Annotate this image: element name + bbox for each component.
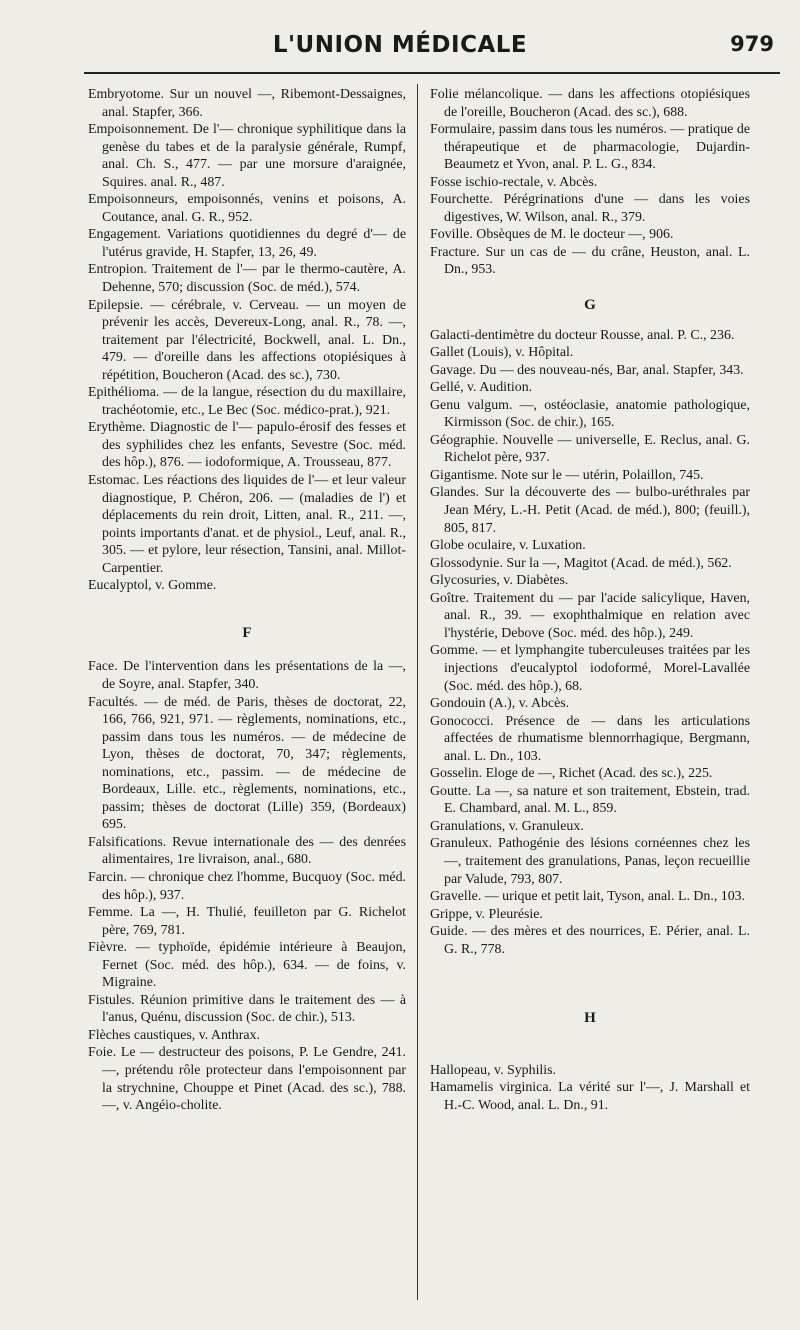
index-entry: Erythème. Diagnostic de l'— papulo-érosif des fesses et des syphilides chez les enfants, Sevestre (Soc. méd. des hôp.), 876. — iodoformique, A. Trousseau, 877.: [88, 420, 406, 471]
index-entry: Eucalyptol, v. Gomme.: [88, 578, 217, 594]
index-entry: Fistules. Réunion primitive dans le traitement des — à l'anus, Quénu, discussion (Soc. de chir.), 513.: [88, 992, 406, 1026]
index-entry: Empoisonnement. De l'— chronique syphilitique dans la genèse du tabes et de la paralysie générale, Rumpf, anal. Ch. S., 477. — par une morsure d'araignée, Squires. anal. R., 487.: [88, 122, 406, 190]
index-entry: Engagement. Variations quotidiennes du degré d'— de l'utérus gravide, H. Stapfer, 13, 26, 49.: [88, 227, 406, 260]
header-rule: [84, 72, 780, 74]
page-number: 979: [730, 32, 774, 56]
index-entry: Glossodynie. Sur la —, Magitot (Acad. de méd.), 562.: [430, 555, 732, 571]
index-entry: Granuleux. Pathogénie des lésions cornéennes chez les —, traitement des granulations, Panas, leçon recueillie par Valude, 793, 807.: [430, 836, 750, 887]
index-entry: Grippe, v. Pleurésie.: [430, 906, 543, 922]
index-entry: Gavage. Du — des nouveau-nés, Bar, anal. Stapfer, 343.: [430, 362, 744, 378]
index-entry: Glandes. Sur la découverte des — bulbo-uréthrales par Jean Méry, L.-H. Petit (Acad. de méd.), 800; (feuill.), 805, 817.: [430, 485, 750, 536]
index-entry: Hallopeau, v. Syphilis.: [430, 1062, 557, 1078]
index-entry: Facultés. — de méd. de Paris, thèses de doctorat, 22, 166, 766, 921, 971. — règlements, nominations, etc., passim dans tous les numéros. — de médecine de Lyon, thèses de doctorat, 70, 347; règlements, nominations, etc., passim. — de médecine de Bordeaux, Lille. etc., règlements, nominations, etc., passim; thèses de doctorat (Lille) 359, (Bordeaux) 695.: [88, 694, 406, 833]
left-column: [88, 86, 406, 1115]
index-entry: Glycosuries, v. Diabètes.: [430, 573, 569, 589]
journal-title: L'UNION MÉDICALE: [272, 32, 528, 58]
index-entry: Femme. La —, H. Thulié, feuilleton par G. Richelot père, 769, 781.: [88, 905, 406, 938]
index-entry: Gravelle. — urique et petit lait, Tyson, anal. L. Dn., 103.: [430, 889, 746, 905]
right-column: [430, 86, 750, 1114]
index-entry: Gallet (Louis), v. Hôpital.: [430, 345, 574, 361]
index-entry: Hamamelis virginica. La vérité sur l'—, J. Marshall et H.-C. Wood, anal. L. Dn., 91.: [430, 1080, 750, 1113]
index-entry: Gondouin (A.), v. Abcès.: [430, 696, 570, 712]
index-entry: Formulaire, passim dans tous les numéros. — pratique de thérapeutique et de pharmacologie, Dujardin-Beaumetz et Yvon, anal. P. L. G., 834.: [430, 122, 750, 173]
index-entry: Empoisonneurs, empoisonnés, venins et poisons, A. Coutance, anal. G. R., 952.: [88, 192, 406, 225]
page-header: [0, 32, 800, 72]
index-entry: Falsifications. Revue internationale des — des denrées alimentaires, 1re livraison, anal., 680.: [88, 834, 406, 868]
index-entry: Goître. Traitement du — par l'acide salicylique, Haven, anal. R., 39. — exophthalmique en relation avec l'hystérie, Debove (Soc. méd. des hôp.), 249.: [430, 590, 750, 641]
index-entry: Fosse ischio-rectale, v. Abcès.: [430, 174, 598, 190]
index-entry: Face. De l'intervention dans les présentations de la —, de Soyre, anal. Stapfer, 340.: [88, 659, 406, 692]
index-entry: Granulations, v. Granuleux.: [430, 818, 584, 834]
section-letter: F: [242, 624, 252, 641]
index-entry: Epithélioma. — de la langue, résection du du maxillaire, trachéotomie, etc., Le Bec (Soc. médico-prat.), 921.: [88, 385, 406, 418]
section-letter: H: [584, 1010, 596, 1027]
index-entry: Galacti-dentimètre du docteur Rousse, anal. P. C., 236.: [430, 327, 735, 343]
index-entry: Estomac. Les réactions des liquides de l'— et leur valeur diagnostique, P. Chéron, 206. — (maladies de l') et déplacements du rein droit, Litten, anal. R., 211. —, points importants d'anat. et de physiol., Leuf, anal. R., 305. — et pylore, leur résection, Tansini, anal. Millot-Carpentier.: [88, 473, 406, 576]
index-entry: Géographie. Nouvelle — universelle, E. Reclus, anal. G. Richelot père, 937.: [430, 432, 750, 466]
index-entry: Fourchette. Pérégrinations d'une — dans les voies digestives, W. Wilson, anal. R., 379.: [430, 192, 750, 225]
index-entry: Gellé, v. Audition.: [430, 380, 533, 396]
index-entry: Entropion. Traitement de l'— par le thermo-cautère, A. Dehenne, 570; discussion (Soc. de méd.), 574.: [88, 262, 406, 296]
index-entry: Guide. — des mères et des nourrices, E. Périer, anal. L. G. R., 778.: [430, 924, 750, 957]
index-entry: Farcin. — chronique chez l'homme, Bucquoy (Soc. méd. des hôp.), 937.: [88, 869, 406, 903]
index-entry: Fracture. Sur un cas de — du crâne, Heuston, anal. L. Dn., 953.: [430, 244, 750, 278]
index-entry: Folie mélancolique. — dans les affections otopiésiques de l'oreille, Boucheron (Acad. des sc.), 688.: [430, 87, 750, 120]
index-entry: Gigantisme. Note sur le — utérin, Polaillon, 745.: [430, 467, 704, 483]
index-entry: Gomme. — et lymphangite tuberculeuses traitées par les injections d'eucalyptol iodoformé, Morel-Lavallée (Soc. méd. des hôp.), 68.: [430, 643, 750, 694]
index-entry: Gosselin. Eloge de —, Richet (Acad. des sc.), 225.: [430, 766, 713, 782]
index-entry: Fièvre. — typhoïde, épidémie intérieure à Beaujon, Fernet (Soc. méd. des hôp.), 634. — de foins, v. Migraine.: [88, 940, 406, 991]
index-entry: Globe oculaire, v. Luxation.: [430, 538, 586, 554]
section-letter: G: [584, 297, 596, 314]
index-entry: Flèches caustiques, v. Anthrax.: [88, 1027, 260, 1043]
index-entry: Foville. Obsèques de M. le docteur —, 906.: [430, 227, 674, 243]
index-entry: Goutte. La —, sa nature et son traitement, Ebstein, trad. E. Chambard, anal. M. L., 859.: [430, 783, 750, 817]
index-entry: Gonococci. Présence de — dans les articulations affectées de rhumatisme blennorrhagique, Bergmann, anal. L. Dn., 103.: [430, 713, 750, 764]
index-entry: Embryotome. Sur un nouvel —, Ribemont-Dessaignes, anal. Stapfer, 366.: [88, 87, 406, 120]
column-separator: [417, 84, 418, 1300]
index-entry: Foie. Le — destructeur des poisons, P. Le Gendre, 241. —, prétendu rôle protecteur dans l'empoisonnent par la strychnine, Chouppe et Pinet (Acad. des sc.), 788. —, v. Angéio-cholite.: [88, 1045, 406, 1114]
index-entry: Epilepsie. — cérébrale, v. Cerveau. — un moyen de prévenir les accès, Devereux-Long, anal. R., 78. —, traitement par l'électricité, Bockwell, anal. L. Dn., 479. — d'oreille dans les affections otopiésiques à répétition, Boucheron (Acad. des sc.), 730.: [88, 297, 406, 383]
index-entry: Genu valgum. —, ostéoclasie, anatomie pathologique, Kirmisson (Soc. de chir.), 165.: [430, 397, 750, 431]
